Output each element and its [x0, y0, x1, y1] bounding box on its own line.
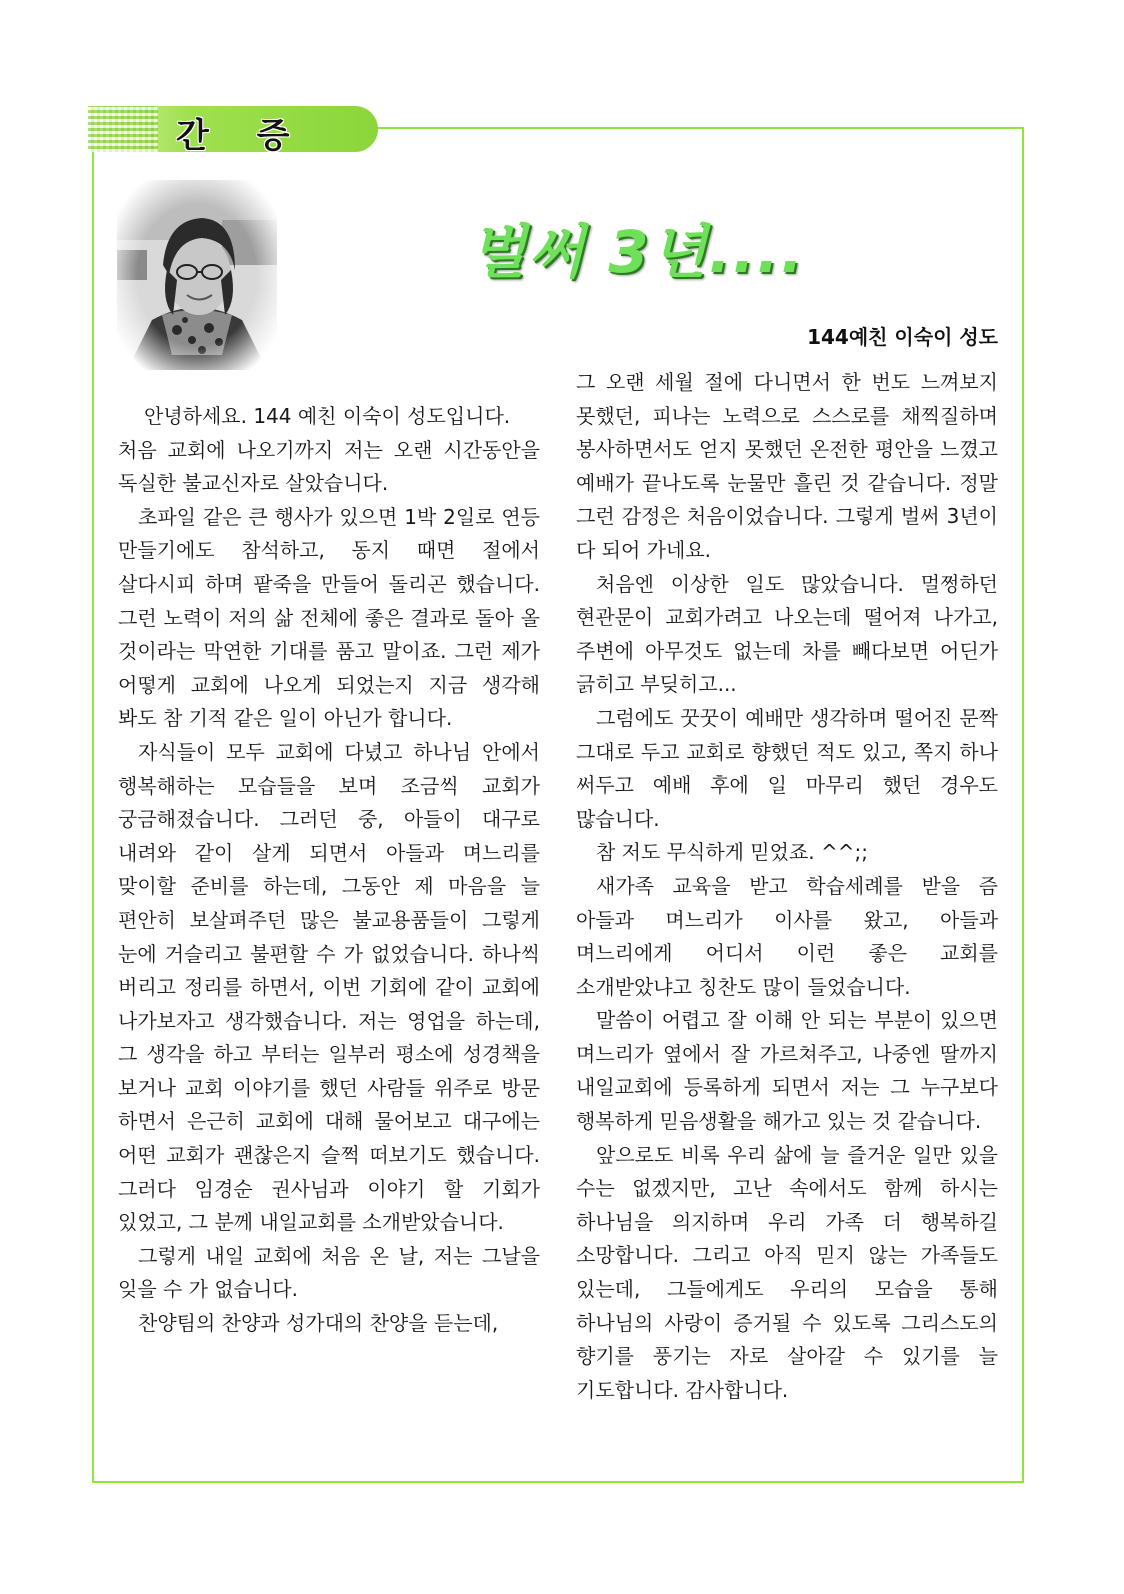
article-paragraph: 참 저도 무식하게 믿었죠. ^^;; — [596, 840, 868, 865]
portrait-image — [117, 180, 277, 370]
tab-pattern — [88, 106, 158, 152]
article-paragraph: 새가족 교육을 받고 학습세례를 받을 즘 아들과 며느리가 이사를 왔고, 아들과 며느리에게 어디서 이런 좋은 교회를 소개받았냐고 칭찬도 많이 들었습니다. — [576, 873, 998, 999]
article-paragraph: 그렇게 내일 교회에 처음 온 날, 저는 그날을 잊을 수 가 없습니다. — [118, 1243, 540, 1302]
article-paragraph: 그 오랜 세월 절에 다니면서 한 번도 느껴보지 못했던, 피나는 노력으로 스스로를 채찍질하며 봉사하면서도 얻지 못했던 온전한 평안을 느꼈고 예배가 끝나도록 눈물만 흘린 것 같습니다. 정말 그런 감정은 처음이었습니다. 그렇게 벌써 3년이 다 되어 가네요. — [576, 370, 998, 562]
article-paragraph: 처음 교회에 나오기까지 저는 오랜 시간동안을 독실한 불교신자로 살았습니다. — [118, 437, 540, 496]
article-paragraph: 자식들이 모두 교회에 다녔고 하나님 안에서 행복해하는 모습들을 보며 조금씩 교회가 궁금해졌습니다. 그러던 중, 아들이 대구로 내려와 같이 살게 되면서 아들과 며느리를 맞이할 준비를 하는데, 그동안 제 마음을 늘 편안히 보살펴주던 많은 불교용품들이 그렇게 눈에 거슬리고 불편할 수 가 없었습니다. 하나씩 버리고 정리를 하면서, 이번 기회에 같이 교회에 나가보자고 생각했습니다. 저는 영업을 하는데, 그 생각을 하고 부터는 일부러 평소에 성경책을 보거나 교회 이야기를 했던 사람들 위주로 방문 하면서 은근히 교회에 대해 물어보고 대구에는 어떤 교회가 괜찮은지 슬쩍 떠보기도 했습니다. 그러다 임경순 권사님과 이야기 할 기회가 있었고, 그 분께 내일교회를 소개받았습니다. — [118, 739, 540, 1235]
article-paragraph: 초파일 같은 큰 행사가 있으면 1박 2일로 연등 만들기에도 참석하고, 동지 때면 절에서 살다시피 하며 팥죽을 만들어 돌리곤 했습니다. 그런 노력이 저의 삶 전체에 좋은 결과로 돌아 올 것이라는 막연한 기대를 품고 말이죠. 그런 제가 어떻게 교회에 나오게 되었는지 지금 생각해 봐도 참 기적 같은 일이 아닌가 합니다. — [118, 504, 540, 731]
article-author: 144예친 이숙이 성도 — [807, 325, 998, 349]
author-photo — [117, 180, 277, 370]
article-paragraph: 말씀이 어렵고 잘 이해 안 되는 부분이 있으면 며느리가 옆에서 잘 가르쳐주고, 나중엔 딸까지 내일교회에 등록하게 되면서 저는 그 누구보다 행복하게 믿음생활을 해가고 있는 것 같습니다. — [576, 1008, 998, 1134]
section-title: 간 증 — [176, 116, 308, 156]
article-column-right — [576, 366, 998, 1407]
article-paragraph: 처음엔 이상한 일도 많았습니다. 멀쩡하던 현관문이 교회가려고 나오는데 떨어져 나가고, 주변에 아무것도 없는데 차를 빼다보면 어딘가 긁히고 부딪히고... — [576, 571, 998, 697]
article-column-left — [118, 400, 540, 1341]
article-paragraph: 안녕하세요. 144 예친 이숙이 성도입니다. — [144, 404, 511, 428]
article-paragraph: 찬양팀의 찬양과 성가대의 찬양을 듣는데, — [138, 1311, 499, 1336]
article-title: 벌써 3년.... — [470, 218, 805, 286]
article-paragraph: 그럼에도 꿋꿋이 예배만 생각하며 떨어진 문짝 그대로 두고 교회로 향했던 적도 있고, 쪽지 하나 써두고 예배 후에 일 마무리 했던 경우도 많습니다. — [576, 705, 998, 831]
article-paragraph: 앞으로도 비록 우리 삶에 늘 즐거운 일만 있을 수는 없겠지만, 고난 속에서도 함께 하시는 하나님을 의지하며 우리 가족 더 행복하길 소망합니다. 그리고 아직 믿지 않는 가족들도 있는데, 그들에게도 우리의 모습을 통해 하나님의 사랑이 증거될 수 있도록 그리스도의 향기를 풍기는 자로 살아갈 수 있기를 늘 기도합니다. 감사합니다. — [576, 1142, 998, 1402]
